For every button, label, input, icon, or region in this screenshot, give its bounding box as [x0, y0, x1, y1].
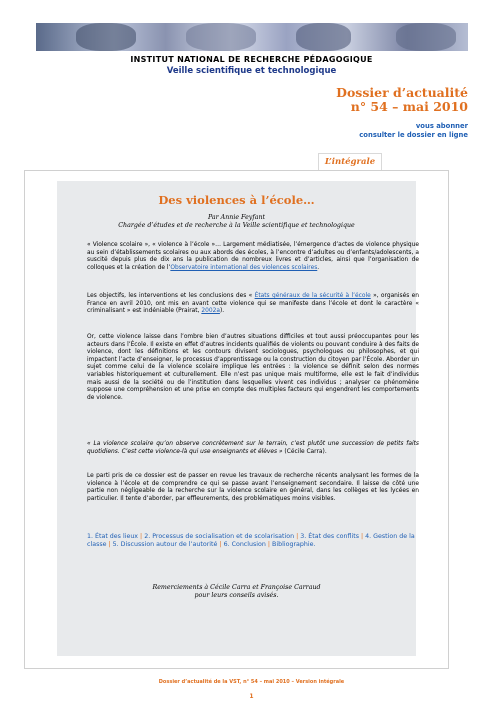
- text: », organisés en France en avril 2010, ont mis en avant cette violence qui se manifeste dans l’école et dont le caractère « criminalisant » est indéniable (Prairat,: [87, 293, 420, 315]
- toc-item[interactable]: 5. Discussion autour de l’autorité: [112, 541, 218, 549]
- institution-name: INSTITUT NATIONAL DE RECHERCHE PÉDAGOGIQUE: [130, 55, 373, 64]
- department-name: Veille scientifique et technologique: [166, 66, 337, 76]
- dossier-label: Dossier d’actualité: [336, 85, 468, 100]
- paragraph-context: Or, cette violence laisse dans l’ombre bien d’autres situations difficiles et tout aussi préoccupantes pour les acteurs dans l’École. Il existe en effet d’autres incidents qualifiés de violents ou pouvant conduire à des faits de violence, dont les définitions et les contours divisent sociologues, psychologues ou philosophes, et qui impactent l’acte d’enseigner, le processus d’apprentissage ou la construction du citoyen par l’École. Aborder un sujet comme celui de la violence scolaire implique les entrées : la violence se définit selon des normes variables historiquement et culturellement. Elle n’est pas unique mais multiforme, elle est le fait d’individus mais aussi de la société ou de l’institution dans lesquelles vivent ces individus ; analyser ce phénomène suppose une compréhension et une prise en compte des multiples facteurs qui engendrent les comportements de violence.: [87, 334, 419, 401]
- observatoire-link[interactable]: Observatoire international des violences scolaires: [170, 264, 318, 271]
- banner-face-decoration: [186, 23, 256, 51]
- paragraph-scope: Le parti pris de ce dossier est de passer en revue les travaux de recherche récents analysant les formes de la violence à l’école et de comprendre ce qui se passe avant l’enseignement secondaire. Il laisse de côté une partie non négligeable de la recherche sur la violence scolaire en général, dans les collèges et les lycées en particulier. Il tente d’aborder, par effleurements, des problématiques moins visibles.: [87, 473, 419, 502]
- content-frame: [24, 170, 449, 669]
- page-number: 1: [249, 693, 254, 700]
- text: Les objectifs, les interventions et les conclusions des «: [87, 293, 255, 299]
- author-role: Chargée d’études et de recherche à la Veille scientifique et technologique: [118, 222, 355, 229]
- banner-face-decoration: [76, 23, 136, 51]
- toc-separator: |: [108, 541, 111, 549]
- toc-item[interactable]: Bibliographie.: [272, 541, 316, 549]
- article-panel: [57, 181, 420, 656]
- header-links: [359, 122, 468, 140]
- tab-integrale[interactable]: L’intégrale: [318, 153, 382, 171]
- paragraph-intro: [87, 242, 419, 272]
- toc-item[interactable]: 2. Processus de socialisation et de scolarisation: [144, 533, 295, 540]
- dossier-issue: n° 54 – mai 2010: [350, 99, 468, 114]
- toc-item[interactable]: 6. Conclusion: [223, 541, 266, 549]
- toc-separator: |: [361, 533, 364, 540]
- text: ).: [219, 308, 225, 315]
- page-footer: Dossier d’actualité de la VST, n° 54 – mai 2010 – Version intégrale: [158, 679, 345, 685]
- text: .: [317, 264, 320, 271]
- subscribe-link[interactable]: vous abonner: [415, 122, 468, 130]
- toc-item[interactable]: 4. Gestion de la classe: [87, 533, 415, 549]
- article-title: Des violences à l’école…: [158, 193, 315, 207]
- paragraph-etats-generaux: [87, 293, 419, 316]
- toc-separator: |: [296, 533, 299, 540]
- toc-item[interactable]: 1. État des lieux: [87, 533, 139, 540]
- thanks-line: Remerciements à Cécile Carra et Françoise Carraud: [152, 584, 321, 591]
- toc-separator: |: [267, 541, 271, 549]
- header-banner-image: [36, 23, 468, 51]
- thanks-line: pour leurs conseils avisés.: [194, 592, 279, 599]
- paragraph-quote: [87, 441, 419, 456]
- banner-face-decoration: [396, 23, 456, 51]
- online-dossier-link[interactable]: consulter le dossier en ligne: [359, 131, 468, 139]
- toc-separator: |: [140, 533, 143, 540]
- quote-text: « La violence scolaire qu’on observe concrètement sur le terrain, c’est plutôt une succession de petits faits quotidiens. C’est cette violence-là qui use enseignants et élèves »: [87, 441, 419, 455]
- prairat-reference-link[interactable]: 2002a: [201, 308, 220, 315]
- quote-attribution: (Cécile Carra).: [282, 448, 327, 455]
- etats-generaux-link[interactable]: États généraux de la sécurité à l’école: [254, 293, 371, 299]
- table-of-contents: [87, 533, 419, 549]
- banner-face-decoration: [296, 23, 351, 51]
- dossier-title: [336, 86, 468, 114]
- author-block: [57, 214, 416, 230]
- toc-separator: |: [219, 541, 222, 549]
- author-byline: Par Annie Feyfant: [207, 214, 266, 221]
- text: « Violence scolaire », « violence à l’école »… Largement médiatisée, l’émergence d’actes de violence physique au sein d’établissements scolaires ou aux abords des écoles, à l’encontre d’adultes ou d’enfants/adolescents, a suscité depuis plus de dix ans la publication de nombreux livres et d’articles, ainsi que l’organisation de colloques et la création de l’: [87, 242, 419, 271]
- toc-item[interactable]: 3. État des conflits: [300, 533, 359, 540]
- acknowledgements: [57, 584, 416, 600]
